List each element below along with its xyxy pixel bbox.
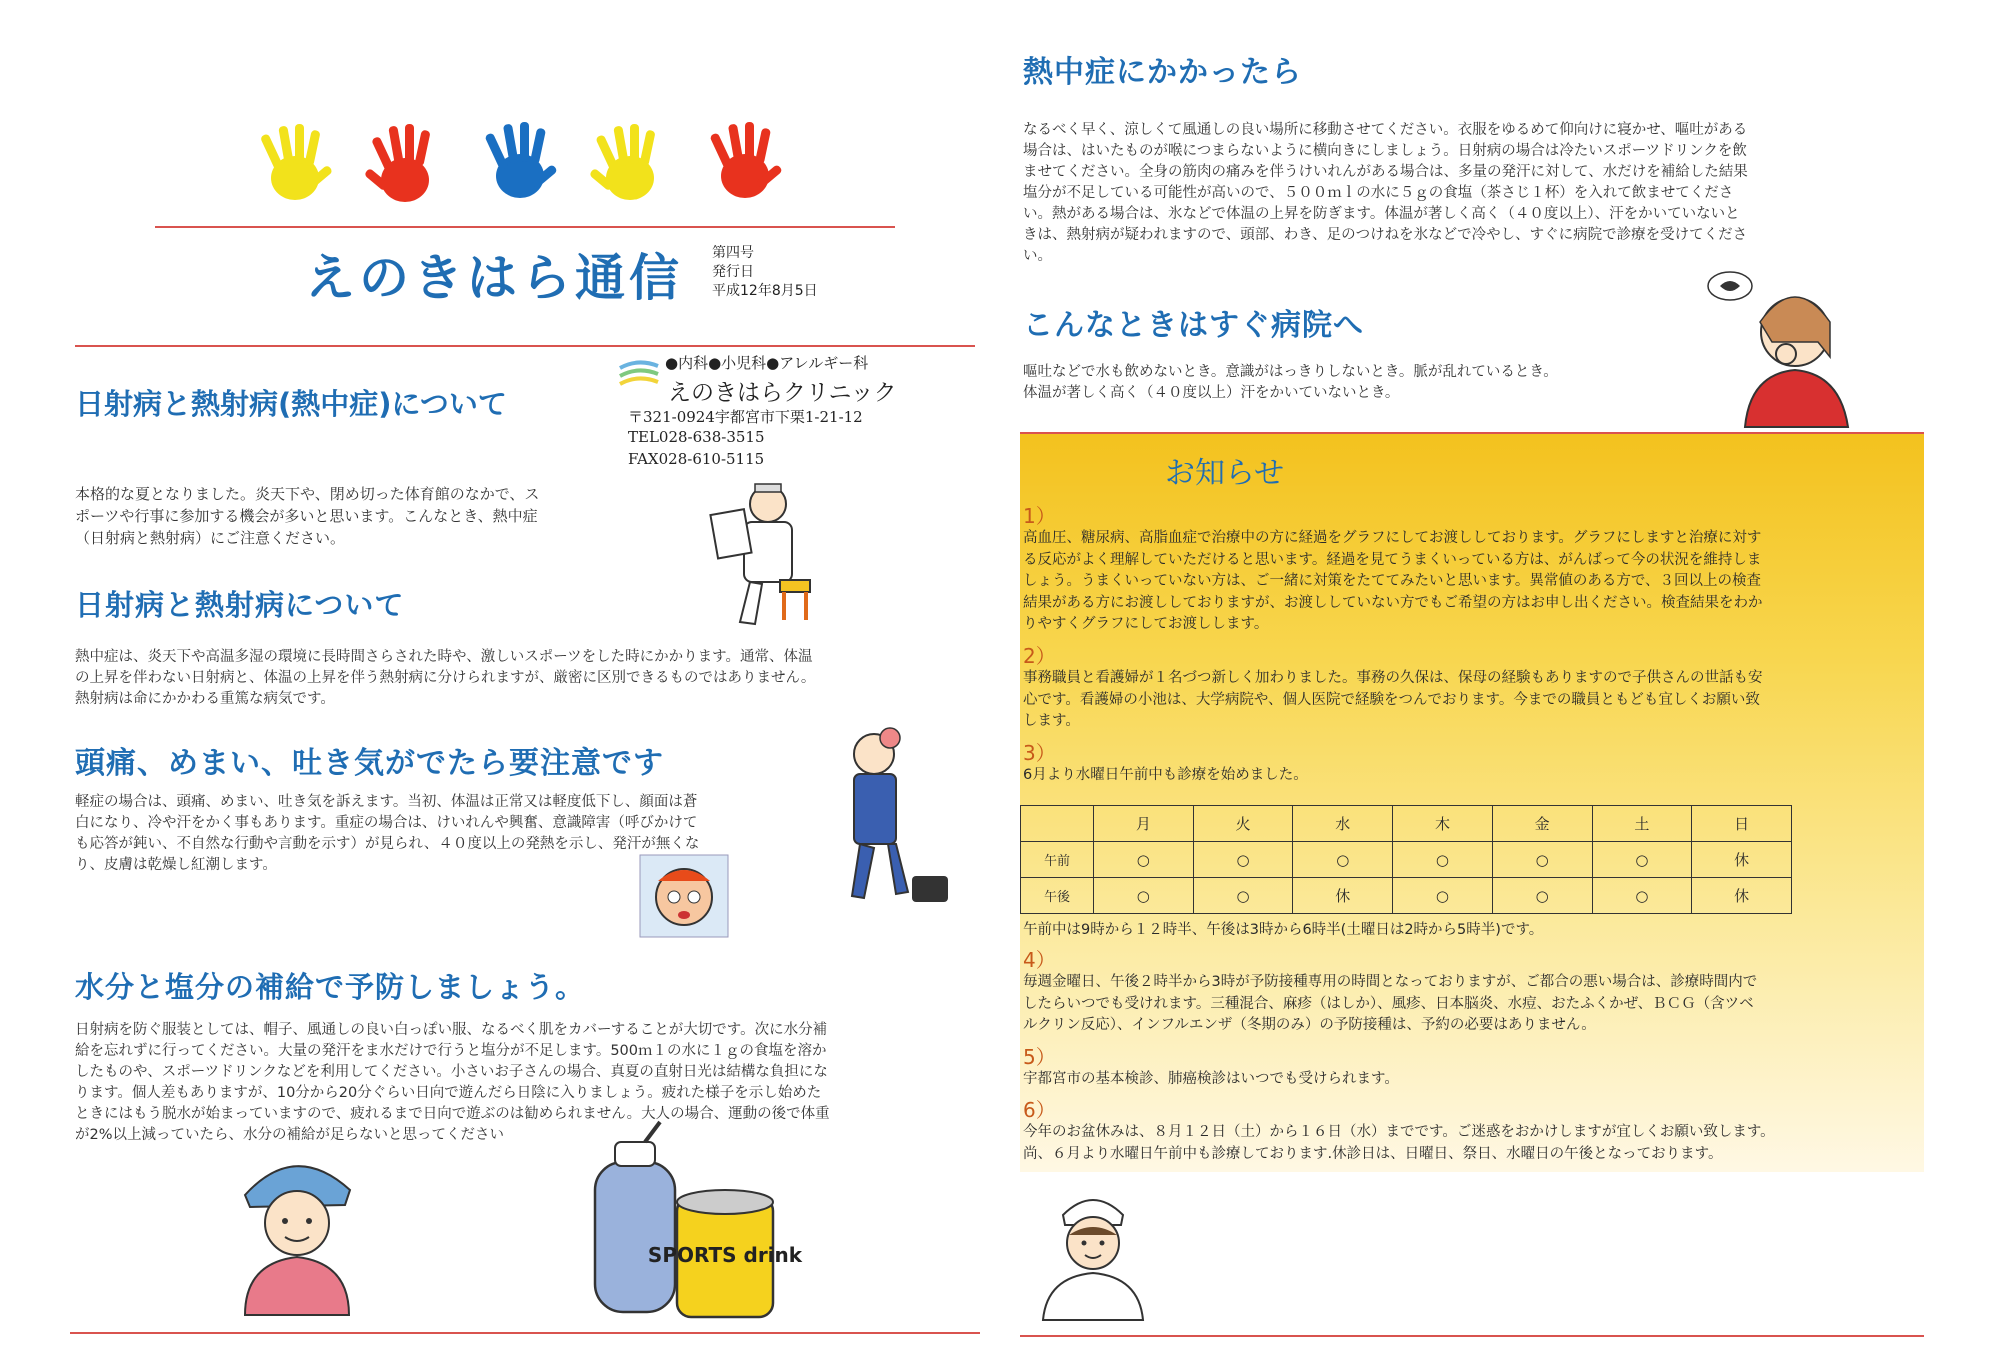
section-heading: 頭痛、めまい、吐き気がでたら要注意です (75, 746, 664, 781)
section-body: 嘔吐などで水も飲めないとき。意識がはっきりしないとき。脈が乱れているとき。 体温が著しく高く（４０度以上）汗をかいていないとき。 (1023, 364, 1558, 401)
section-body: 軽症の場合は、頭痛、めまい、吐き気を訴えます。当初、体温は正常又は軽度低下し、顔面は蒼 白になり、冷や汗をかく事もあります。重症の場合は、けいれんや興奮、意識障害（呼びかけて も応答が鈍い、不自然な行動や言動を示す）が見られ、４０度以上の発熱を示し、発汗が無くな り、皮膚は乾燥し紅潮します。 (75, 794, 700, 873)
notice-number: 1） (1023, 504, 1056, 528)
intro-text: 本格的な夏となりました。炎天下や、閉め切った体育館のなかで、ス ポーツや行事に参加する機会が多いと思います。こんなとき、熱中症 （日射病と熱射病）にご注意ください。 (75, 485, 540, 547)
notice-text: 事務職員と看護婦が１名づつ新しく加わりました。事務の久保は、保母の経験もありますので子供さんの世話も安 心です。看護婦の小池は、大学病院や、個人医院で経験をつんでおります。今までの職員ともども宜しくお願い致 します。 (1023, 670, 1763, 729)
clinic-name: えのきはらクリニック (668, 380, 897, 406)
day-header: 木 (1393, 806, 1493, 842)
notice-text: 毎週金曜日、午後２時半から3時が予防接種専用の時間となっておりますが、ご都合の悪い場合は、診療時間内で したらいつでも受けれます。三種混合、麻疹（はしか）、風疹、日本脳炎、水痘、おたふくかぜ、ＢＣＧ（含ツベ ルクリン反応）、インフルエンザ（冬期のみ）の予防接種は、予約の必要はありません。 (1023, 974, 1758, 1033)
schedule-cell: ○ (1293, 842, 1393, 878)
notice-number: 4） (1023, 948, 1056, 972)
schedule-cell: ○ (1094, 878, 1194, 914)
nurse-illustration-icon (1033, 1185, 1153, 1320)
hand-print-icon (260, 124, 333, 200)
notice-number: 3） (1023, 741, 1056, 765)
table-row (1021, 878, 1792, 914)
notice-top-rule (1020, 432, 1924, 434)
schedule-cell: ○ (1393, 878, 1493, 914)
row-label: 午前 (1021, 842, 1094, 878)
child-cap-illustration-icon (225, 1145, 375, 1320)
can-label: SPORTS drink (647, 1243, 803, 1267)
notice-number: 5） (1023, 1045, 1056, 1069)
section-heading: 日射病と熱射病について (75, 588, 405, 622)
hand-print-icon (589, 124, 656, 200)
main-title: 日射病と熱射病(熱中症)について (75, 387, 507, 421)
notice-text: 午前中は9時から１２時半、午後は3時から6時半(土曜日は2時から5時半)です。 (1023, 922, 1544, 938)
schedule-cell: 休 (1293, 878, 1393, 914)
masthead-rule (155, 226, 895, 228)
notice-title: お知らせ (1165, 456, 1285, 491)
schedule-cell: ○ (1492, 878, 1592, 914)
schedule-cell: ○ (1492, 842, 1592, 878)
day-header: 水 (1293, 806, 1393, 842)
right-bottom-rule (1020, 1335, 1924, 1337)
notice-text: 宇都宮市の基本検診、肺癌検診はいつでも受けられます。 (1023, 1071, 1399, 1087)
hand-print-icon (709, 122, 783, 198)
drink-bottles-illustration-icon (585, 1122, 803, 1322)
notice-text: 6月より水曜日午前中も診療を始めました。 (1023, 767, 1308, 783)
day-header: 月 (1094, 806, 1194, 842)
section-body: なるべく早く、涼しくて風通しの良い場所に移動させてください。衣服をゆるめて仰向けに寝かせ、嘔吐がある 場合は、はいたものが喉につまらないように横向きにしましょう。日射病の場合は冷たいスポーツドリンクを飲 ませてください。全身の筋肉の痛みを伴うけいれんがある場合は、多量の発汗に対して、水だけを補給した結果 塩分が不足している可能性が高いので、５００ｍｌの水に５ｇの食塩（茶さじ１杯）を入れて飲ませてくださ い。熱がある場合は、氷などで体温の上昇を防ぎます。体温が著しく高く（４０度以上）、汗をかいていないと きは、熱射病が疑われますので、頭部、わき、足のつけねを氷などで冷やし、すぐに病院で診療を受けてくださ い。 (1023, 122, 1748, 264)
title-rule (75, 345, 975, 347)
section-body: 熱中症は、炎天下や高温多湿の環境に長時間さらされた時や、激しいスポーツをした時にかかります。通常、体温 の上昇を伴わない日射病と、体温の上昇を伴う熱射病に分けられますが、厳密に区別できるものではありません。 熱射病は命にかかわる重篤な病気です。 (75, 649, 816, 707)
schedule-cell: ○ (1094, 842, 1194, 878)
newsletter-title: えのきはら通信 (305, 249, 683, 307)
hand-print-icon (484, 122, 558, 198)
notice-number: 2） (1023, 644, 1056, 668)
publish-label: 発行日 (712, 264, 754, 280)
doctor-illustration-icon (700, 472, 830, 632)
schedule-cell: ○ (1592, 842, 1692, 878)
clinic-tel: TEL028-638-3515 (628, 428, 765, 446)
schedule-cell: ○ (1193, 878, 1293, 914)
schedule-cell: 休 (1692, 878, 1792, 914)
day-header: 火 (1193, 806, 1293, 842)
issue-info (712, 244, 818, 301)
issue-number: 第四号 (712, 245, 754, 261)
section-heading: こんなときはすぐ病院へ (1023, 308, 1364, 343)
day-header: 日 (1692, 806, 1792, 842)
hand-print-icon (364, 124, 431, 202)
left-bottom-rule (70, 1332, 980, 1334)
row-label: 午後 (1021, 878, 1094, 914)
clinic-logo-icon (618, 354, 660, 394)
schedule-header-row (1021, 806, 1792, 842)
notice-text: 今年のお盆休みは、８月１２日（土）から１６日（水）までです。ご迷惑をおかけしますが宜しくお願い致します。 尚、６月より水曜日午前中も診療しております.休診日は、日曜日、祭日、水曜日の午後となっております。 (1023, 1124, 1775, 1162)
sick-woman-illustration-icon (1690, 262, 1860, 427)
section-heading: 熱中症にかかったら (1023, 55, 1302, 90)
dizzy-man-illustration-icon (812, 716, 962, 916)
clinic-departments: ●内科●小児科●アレルギー科 (665, 354, 869, 372)
schedule-cell: ○ (1193, 842, 1293, 878)
table-row (1021, 842, 1792, 878)
section-body: 日射病を防ぐ服装としては、帽子、風通しの良い白っぽい服、なるべく肌をカバーすることが大切です。次に水分補 給を忘れずに行ってください。大量の発汗をま水だけで行うと塩分が不足します。500ｍ１の水に１ｇの食塩を溶か したものや、スポーツドリンクなどを利用してください。小さいお子さんの場合、真夏の直射日光は結構な負担にな ります。個人差もありますが、10分から20分ぐらい日向で遊んだら日陰に入りましょう。疲れた様子を示し始めた ときにはもう脱水が始まっていますので、疲れるまで日向で遊ぶのは勧められません。大人の場合、運動の後で体重 が2%以上減っていたら、水分の補給が足らないと思ってください (75, 1022, 830, 1143)
day-header: 金 (1492, 806, 1592, 842)
sweating-face-illustration-icon (638, 853, 730, 939)
schedule-cell: 休 (1692, 842, 1792, 878)
clinic-address: 〒321-0924宇都宮市下栗1-21-12 (628, 408, 863, 426)
schedule-cell: ○ (1592, 878, 1692, 914)
schedule-corner-cell (1021, 806, 1094, 842)
notice-text: 高血圧、糖尿病、高脂血症で治療中の方に経過をグラフにしてお渡ししております。グラフにしますと治療に対す る反応がよく理解していただけると思います。経過を見てうまくいっている方は、がんばって今の状況を維持しま しょう。うまくいっていない方は、ご一緒に対策をたててみたいと思います。異常値のある方で、３回以上の検査 結果がある方にお渡ししておりますが、お渡ししていない方でもご希望の方はお申し出ください。検査結果をわか りやすくグラフにしてお渡しします。 (1023, 530, 1763, 632)
publish-date: 平成12年8月5日 (712, 283, 818, 299)
notice-number: 6） (1023, 1098, 1056, 1122)
schedule-cell: ○ (1393, 842, 1493, 878)
section-heading: 水分と塩分の補給で予防しましょう。 (75, 970, 586, 1004)
clinic-fax: FAX028-610-5115 (628, 450, 765, 468)
day-header: 土 (1592, 806, 1692, 842)
schedule-table (1020, 805, 1792, 914)
hand-prints-banner (240, 118, 800, 218)
